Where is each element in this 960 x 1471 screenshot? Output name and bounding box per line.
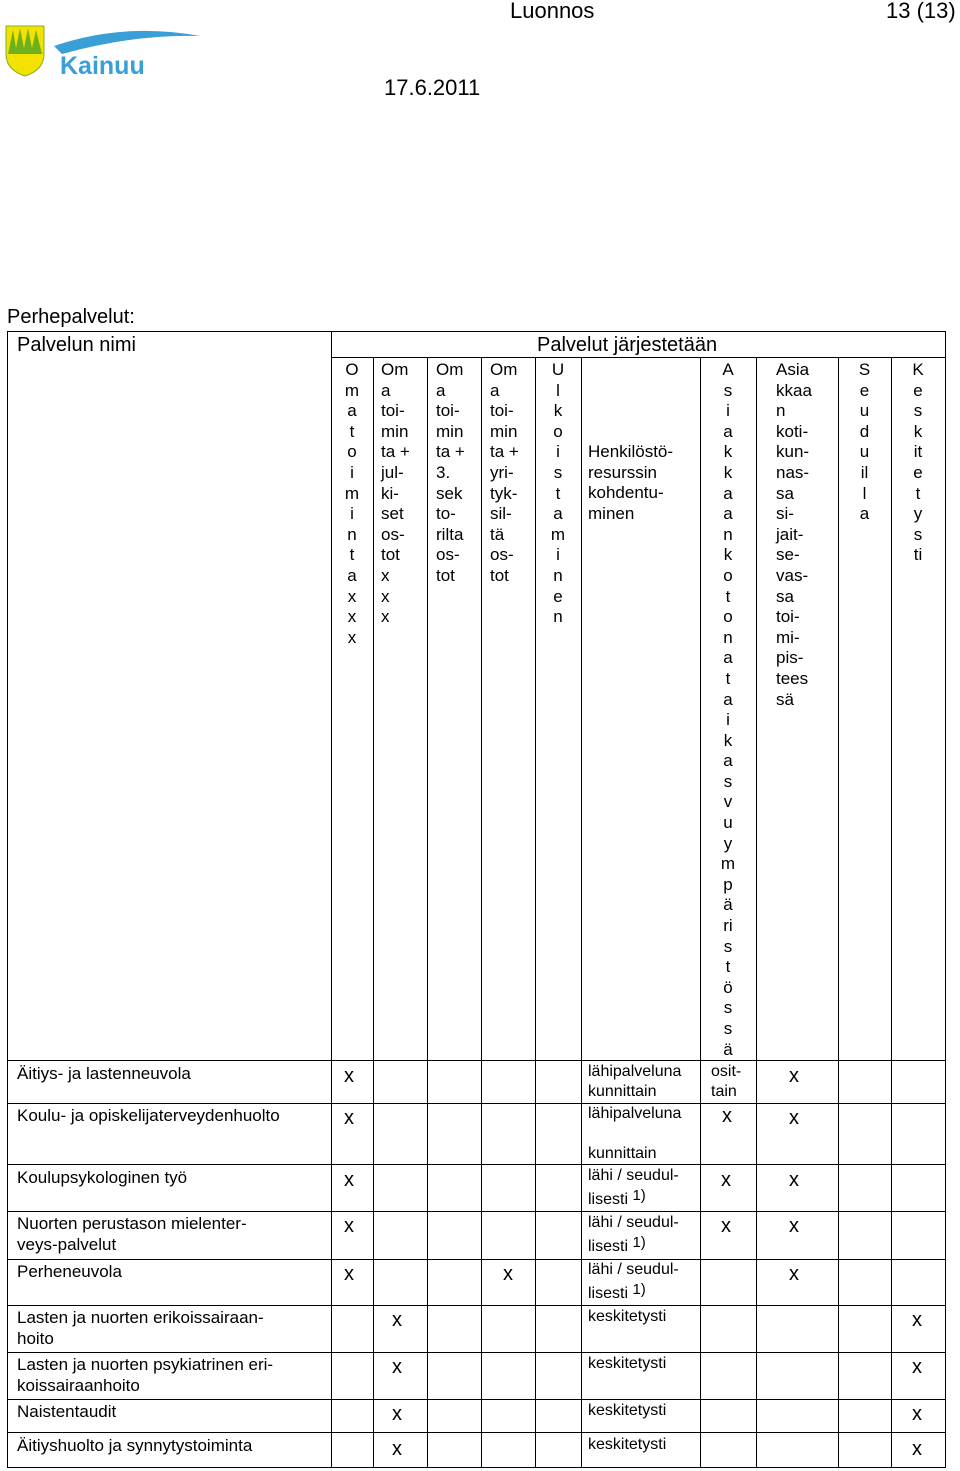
document-date: 17.6.2011 <box>384 75 481 100</box>
column-header-julkiset: Om a toi- min ta + jul- ki- set os- tot x x x <box>381 360 410 627</box>
staffing-allocation: keskitetysti <box>588 1308 667 1325</box>
mark-julkiset: x <box>392 1403 402 1425</box>
mark-kotikunta: x <box>789 1263 799 1285</box>
mark-kotikunta: x <box>789 1215 799 1237</box>
staffing-allocation: keskitetysti <box>588 1355 667 1372</box>
mark-julkiset: x <box>392 1356 402 1378</box>
column-header-kotikunta: Asia kkaa n koti- kun- nas- sa si- jait- se- vas- sa toi- mi- pis- tees sä <box>776 360 812 709</box>
footnote-ref: 1) <box>632 1281 646 1298</box>
column-header-yritykset: Om a toi- min ta + yri- tyk- sil- tä os- tot <box>490 360 519 585</box>
column-header-henkilosto: Henkilöstö- resurssin kohdentu- minen <box>588 442 674 523</box>
draft-status: Luonnos <box>510 0 595 23</box>
logo-text: Kainuu <box>60 52 145 80</box>
section-title: Perhepalvelut: <box>7 306 135 328</box>
kainuu-logo <box>4 24 204 80</box>
column-header-asiakkaan-kotona: A s i a k k a a n k o t o n a t a i k a s v u y m p ä ri s t ö s s ä <box>720 360 736 1059</box>
staffing-allocation <box>588 1260 679 1304</box>
mark-oma: x <box>344 1263 354 1285</box>
mark-yritykset: x <box>503 1263 513 1285</box>
staffing-allocation: keskitetysti <box>588 1402 667 1419</box>
page-number: 13 (13) <box>886 0 956 23</box>
staffing-text: lähi / seudul- lisesti <box>588 1261 679 1302</box>
footnote-ref: 1) <box>632 1234 646 1251</box>
staffing-allocation <box>588 1166 679 1210</box>
staffing-allocation: lähipalveluna kunnittain <box>588 1063 682 1100</box>
footnote-ref: 1) <box>632 1187 646 1204</box>
column-header-kolmas-sektori: Om a toi- min ta + 3. sek to- rilta os- tot <box>436 360 465 585</box>
service-name: Nuorten perustason mielenter- veys-palvelut <box>17 1214 247 1254</box>
mark-kotikunta: x <box>789 1107 799 1129</box>
mark-julkiset: x <box>392 1309 402 1331</box>
column-header-ulkoistaminen: U l k o i s t a m i n e n <box>550 360 566 627</box>
staffing-allocation: lähipalveluna kunnittain <box>588 1105 682 1162</box>
service-name: Naistentaudit <box>17 1402 117 1421</box>
mark-oma: x <box>344 1169 354 1191</box>
staffing-text: lähi / seudul- lisesti <box>588 1214 679 1255</box>
mark-oma: x <box>344 1215 354 1237</box>
service-name: Perheneuvola <box>17 1262 122 1281</box>
service-name: Äitiyshuolto ja synnytystoiminta <box>17 1436 253 1455</box>
mark-keskitetysti: x <box>912 1356 922 1378</box>
column-header-keskitetysti: K e s k it e t y s ti <box>912 360 924 565</box>
mark-keskitetysti: x <box>912 1438 922 1460</box>
service-name: Koulupsykologinen työ <box>17 1168 188 1187</box>
service-name: Äitiys- ja lastenneuvola <box>17 1064 191 1083</box>
mark-asiakkaan-kotona: x <box>721 1169 731 1191</box>
arranged-group-header: Palvelut järjestetään <box>537 334 718 356</box>
service-name: Lasten ja nuorten psykiatrinen eri- koissairaanhoito <box>17 1355 274 1395</box>
mark-kotikunta: x <box>789 1169 799 1191</box>
service-name: Lasten ja nuorten erikoissairaan- hoito <box>17 1308 264 1348</box>
mark-oma: x <box>344 1107 354 1129</box>
staffing-allocation <box>588 1213 679 1257</box>
staffing-text: lähi / seudul- lisesti <box>588 1167 679 1208</box>
service-name: Koulu- ja opiskelijaterveydenhuolto <box>17 1106 280 1125</box>
mark-julkiset: x <box>392 1438 402 1460</box>
mark-keskitetysti: x <box>912 1309 922 1331</box>
mark-keskitetysti: x <box>912 1403 922 1425</box>
mark-asiakkaan-kotona: osit- tain <box>711 1063 742 1100</box>
service-name-header: Palvelun nimi <box>17 334 136 356</box>
column-header-oma: O m a t o i m i n t a x x x <box>344 360 360 647</box>
mark-kotikunta: x <box>789 1065 799 1087</box>
mark-asiakkaan-kotona: x <box>721 1215 731 1237</box>
staffing-allocation: keskitetysti <box>588 1436 667 1453</box>
column-header-seudullisesti: S e u d u il l a <box>858 360 871 524</box>
mark-oma: x <box>344 1065 354 1087</box>
mark-asiakkaan-kotona: x <box>722 1105 732 1127</box>
